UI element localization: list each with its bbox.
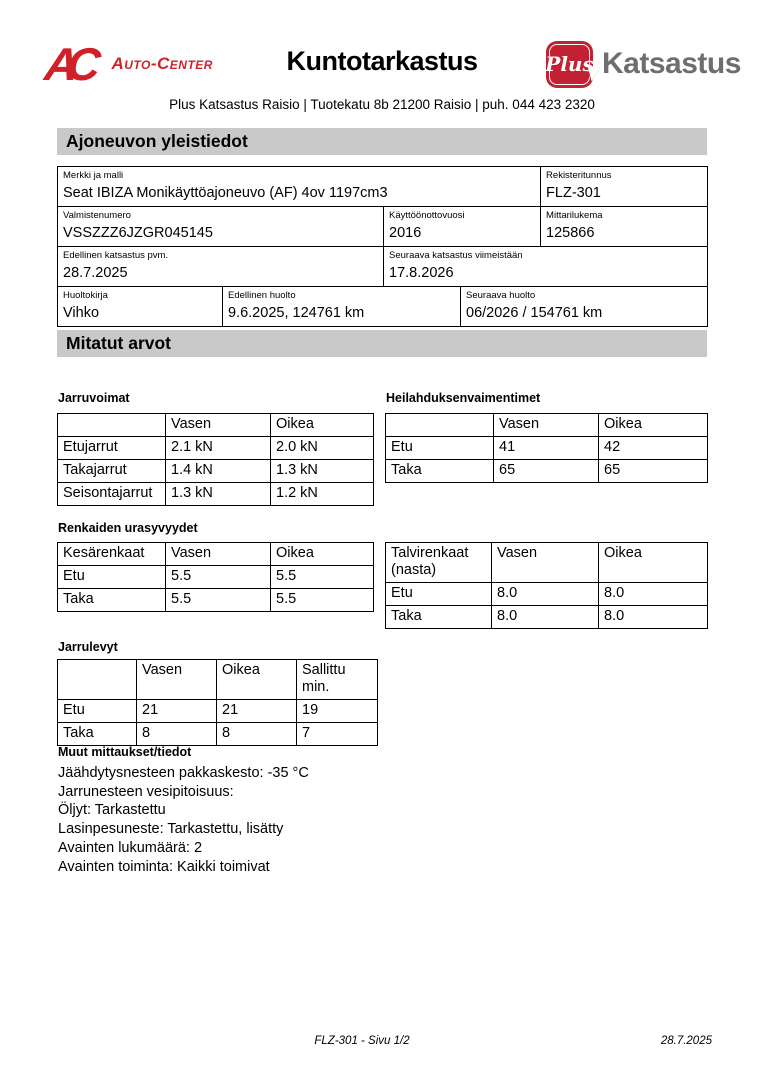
summer-tires-table: [57, 542, 374, 612]
cell-next-service: [461, 287, 708, 327]
table-cell: Oikea: [217, 660, 297, 700]
field-label: Seuraava huolto: [466, 290, 536, 301]
table-row: [58, 543, 374, 566]
brake-forces-caption: Jarruvoimat: [58, 391, 130, 405]
table-cell: Etu: [386, 437, 494, 460]
table-cell: 7: [297, 723, 378, 746]
field-value: 2016: [389, 225, 422, 241]
table-cell: Etujarrut: [58, 437, 166, 460]
table-cell: Taka: [58, 723, 137, 746]
table-row: [58, 437, 374, 460]
table-cell: 2.0 kN: [271, 437, 374, 460]
table-cell: Oikea: [271, 414, 374, 437]
table-cell: 5.5: [271, 566, 374, 589]
table-cell: Oikea: [599, 414, 708, 437]
field-value: 06/2026 / 154761 km: [466, 305, 603, 321]
cell-odometer: [541, 207, 708, 247]
table-row: [58, 247, 708, 287]
table-row: [58, 167, 708, 207]
table-row: [58, 287, 708, 327]
table-row: [58, 460, 374, 483]
field-value: FLZ-301: [546, 185, 601, 201]
table-cell: 8.0: [492, 583, 599, 606]
cell-registration: [541, 167, 708, 207]
table-cell: 5.5: [166, 589, 271, 612]
other-measurement-line: Avainten toiminta: Kaikki toimivat: [58, 858, 270, 875]
table-row: [386, 460, 708, 483]
table-cell: 2.1 kN: [166, 437, 271, 460]
auto-center-logo-name: Auto-Center: [111, 54, 213, 73]
table-cell: Taka: [58, 589, 166, 612]
table-cell: Oikea: [271, 543, 374, 566]
table-cell: [58, 414, 166, 437]
table-row: [58, 207, 708, 247]
table-cell: Vasen: [166, 414, 271, 437]
table-cell: Vasen: [166, 543, 271, 566]
table-cell: Etu: [58, 566, 166, 589]
table-cell: 8.0: [599, 606, 708, 629]
table-row: [386, 606, 708, 629]
cell-commissioning-year: [384, 207, 541, 247]
table-cell: [58, 660, 137, 700]
table-row: [386, 414, 708, 437]
table-cell: 41: [494, 437, 599, 460]
table-row: [386, 543, 708, 583]
table-cell: 8.0: [492, 606, 599, 629]
table-cell: 5.5: [166, 566, 271, 589]
table-cell: Taka: [386, 606, 492, 629]
footer-page-number: FLZ-301 - Sivu 1/2: [314, 1035, 410, 1047]
katsastus-logo-text: Katsastus: [602, 47, 741, 80]
other-measurements-block: [58, 745, 478, 876]
plus-katsastus-logo: [546, 38, 741, 90]
table-cell: Seisontajarrut: [58, 483, 166, 506]
other-measurement-line: Jarrunesteen vesipitoisuus:: [58, 783, 234, 800]
other-measurement-line: Jäähdytysnesteen pakkaskesto: -35 °C: [58, 765, 309, 781]
table-cell: 8: [217, 723, 297, 746]
winter-tires-table: [385, 542, 708, 629]
field-value: Seat IBIZA Monikäyttöajoneuvo (AF) 4ov 1197cm3: [63, 185, 388, 201]
table-cell: 8: [137, 723, 217, 746]
auto-center-logo-mark: AC: [42, 38, 93, 90]
footer-date: 28.7.2025: [660, 1035, 712, 1047]
table-cell: 8.0: [599, 583, 708, 606]
table-cell: 1.3 kN: [271, 460, 374, 483]
table-row: [386, 583, 708, 606]
table-row: [58, 700, 378, 723]
section-header-general-info: Ajoneuvon yleistiedot: [57, 128, 707, 155]
table-row: [58, 414, 374, 437]
table-row: [58, 483, 374, 506]
vehicle-info-table: [57, 166, 708, 327]
field-label: Huoltokirja: [63, 290, 108, 301]
table-cell: Vasen: [494, 414, 599, 437]
field-value: 28.7.2025: [63, 265, 128, 281]
station-address: Plus Katsastus Raisio | Tuotekatu 8b 21200 Raisio | puh. 044 423 2320: [169, 97, 595, 112]
shock-absorbers-table: [385, 413, 708, 483]
section-header-measured-values: Mitatut arvot: [57, 330, 707, 357]
field-label: Valmistenumero: [63, 210, 131, 221]
table-cell: Kesärenkaat: [58, 543, 166, 566]
table-cell: Taka: [386, 460, 494, 483]
other-measurement-line: Lasinpesuneste: Tarkastettu, lisätty: [58, 821, 284, 838]
table-cell: Sallittu min.: [297, 660, 378, 700]
table-cell: Talvirenkaat (nasta): [386, 543, 492, 583]
cell-previous-service: [223, 287, 461, 327]
field-label: Merkki ja malli: [63, 170, 124, 181]
table-cell: 1.2 kN: [271, 483, 374, 506]
table-cell: [386, 414, 494, 437]
brake-discs-table: [57, 659, 378, 746]
table-cell: Etu: [58, 700, 137, 723]
cell-previous-inspection: [58, 247, 384, 287]
table-cell: 1.4 kN: [166, 460, 271, 483]
shock-absorbers-caption: Heilahduksenvaimentimet: [386, 391, 541, 405]
field-value: 125866: [546, 225, 595, 241]
other-measurement-line: Öljyt: Tarkastettu: [58, 802, 166, 819]
table-row: [58, 566, 374, 589]
table-row: [58, 589, 374, 612]
plus-badge-text: Plus: [545, 52, 594, 76]
table-cell: 5.5: [271, 589, 374, 612]
other-measurements-title: Muut mittaukset/tiedot: [58, 745, 192, 759]
table-row: [58, 660, 378, 700]
cell-next-inspection: [384, 247, 708, 287]
table-cell: Vasen: [137, 660, 217, 700]
table-cell: 19: [297, 700, 378, 723]
cell-make-model: [58, 167, 541, 207]
plus-badge-icon: [546, 41, 593, 88]
table-cell: 1.3 kN: [166, 483, 271, 506]
field-value: VSSZZZ6JZGR045145: [63, 225, 213, 241]
brake-forces-table: [57, 413, 374, 506]
table-cell: 21: [217, 700, 297, 723]
table-cell: 65: [599, 460, 708, 483]
field-label: Seuraava katsastus viimeistään: [389, 250, 523, 261]
field-value: Vihko: [63, 305, 100, 321]
field-label: Rekisteritunnus: [546, 170, 612, 181]
field-label: Edellinen huolto: [228, 290, 296, 301]
table-row: [58, 723, 378, 746]
field-value: 9.6.2025, 124761 km: [228, 305, 365, 321]
cell-vin: [58, 207, 384, 247]
table-row: [386, 437, 708, 460]
other-measurement-line: Avainten lukumäärä: 2: [58, 839, 203, 856]
table-cell: Takajarrut: [58, 460, 166, 483]
tire-treads-caption: Renkaiden urasyvyydet: [58, 521, 198, 535]
field-label: Mittarilukema: [546, 210, 603, 221]
brake-discs-caption: Jarrulevyt: [58, 640, 118, 654]
table-cell: Vasen: [492, 543, 599, 583]
table-cell: 42: [599, 437, 708, 460]
field-label: Käyttöönottovuosi: [389, 210, 465, 221]
table-cell: Oikea: [599, 543, 708, 583]
field-label: Edellinen katsastus pvm.: [63, 250, 169, 261]
table-cell: 65: [494, 460, 599, 483]
table-cell: 21: [137, 700, 217, 723]
cell-service-book: [58, 287, 223, 327]
page-title: Kuntotarkastus: [286, 46, 478, 76]
field-value: 17.8.2026: [389, 265, 454, 281]
table-cell: Etu: [386, 583, 492, 606]
